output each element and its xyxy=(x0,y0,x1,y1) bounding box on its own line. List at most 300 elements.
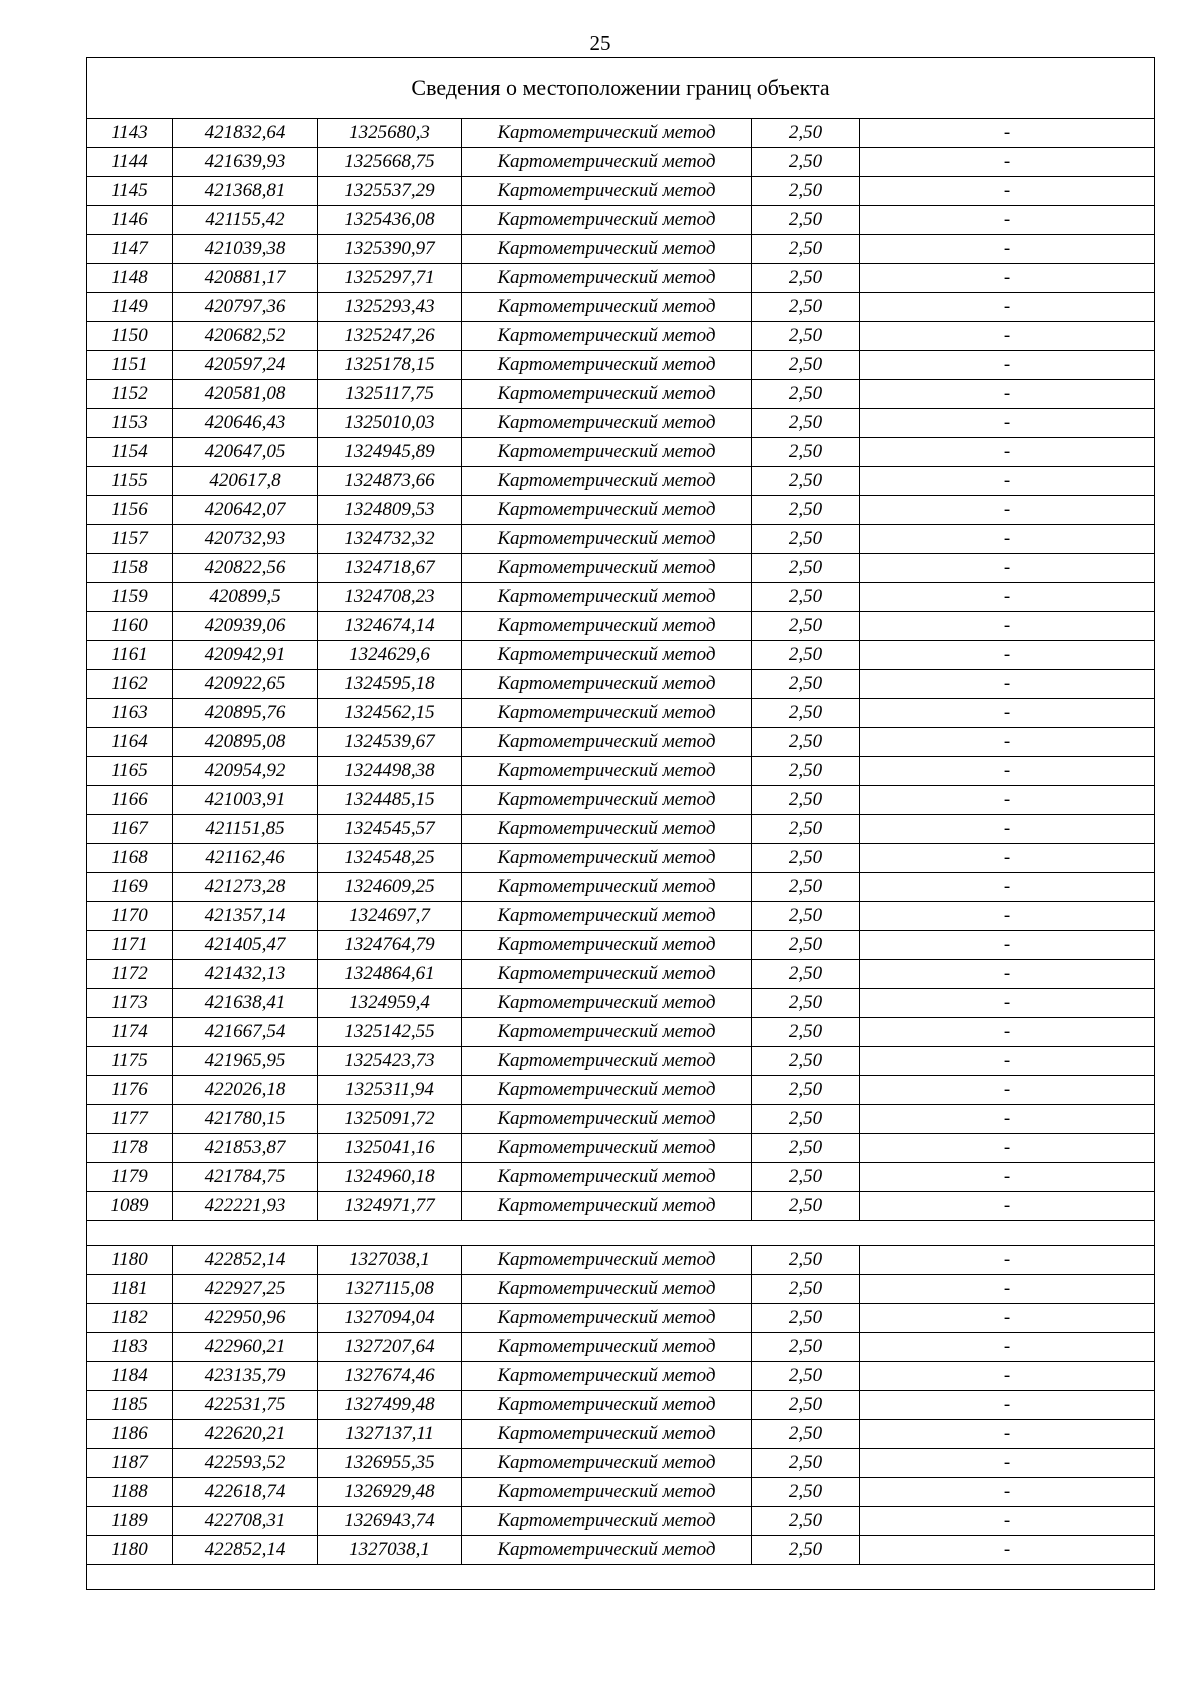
method-cell: Картометрический метод xyxy=(462,1163,752,1192)
point-number-cell: 1163 xyxy=(87,699,173,728)
coordinate-y-cell: 1327094,04 xyxy=(318,1304,462,1333)
description-cell: - xyxy=(860,1478,1155,1507)
coordinate-x-cell: 422708,31 xyxy=(173,1507,318,1536)
method-cell: Картометрический метод xyxy=(462,409,752,438)
accuracy-cell: 2,50 xyxy=(752,1420,860,1449)
description-cell: - xyxy=(860,757,1155,786)
table-row xyxy=(87,1047,1155,1076)
accuracy-cell: 2,50 xyxy=(752,1163,860,1192)
point-number-cell: 1160 xyxy=(87,612,173,641)
description-cell: - xyxy=(860,1507,1155,1536)
coordinate-x-cell: 421162,46 xyxy=(173,844,318,873)
accuracy-cell: 2,50 xyxy=(752,380,860,409)
coordinate-x-cell: 421151,85 xyxy=(173,815,318,844)
point-number-cell: 1089 xyxy=(87,1192,173,1221)
method-cell: Картометрический метод xyxy=(462,757,752,786)
point-number-cell: 1146 xyxy=(87,206,173,235)
coordinate-y-cell: 1326929,48 xyxy=(318,1478,462,1507)
point-number-cell: 1167 xyxy=(87,815,173,844)
accuracy-cell: 2,50 xyxy=(752,1134,860,1163)
point-number-cell: 1154 xyxy=(87,438,173,467)
table-body xyxy=(87,58,1155,1590)
accuracy-cell: 2,50 xyxy=(752,351,860,380)
point-number-cell: 1166 xyxy=(87,786,173,815)
description-cell: - xyxy=(860,612,1155,641)
coordinate-y-cell: 1324809,53 xyxy=(318,496,462,525)
description-cell: - xyxy=(860,989,1155,1018)
coordinate-x-cell: 421832,64 xyxy=(173,119,318,148)
table-row xyxy=(87,902,1155,931)
table-row xyxy=(87,728,1155,757)
table-row xyxy=(87,1449,1155,1478)
point-number-cell: 1148 xyxy=(87,264,173,293)
point-number-cell: 1182 xyxy=(87,1304,173,1333)
coordinate-y-cell: 1327674,46 xyxy=(318,1362,462,1391)
method-cell: Картометрический метод xyxy=(462,873,752,902)
method-cell: Картометрический метод xyxy=(462,1420,752,1449)
description-cell: - xyxy=(860,322,1155,351)
point-number-cell: 1183 xyxy=(87,1333,173,1362)
accuracy-cell: 2,50 xyxy=(752,293,860,322)
method-cell: Картометрический метод xyxy=(462,989,752,1018)
method-cell: Картометрический метод xyxy=(462,1018,752,1047)
coordinate-y-cell: 1324945,89 xyxy=(318,438,462,467)
method-cell: Картометрический метод xyxy=(462,1192,752,1221)
coordinate-x-cell: 421780,15 xyxy=(173,1105,318,1134)
description-cell: - xyxy=(860,1275,1155,1304)
method-cell: Картометрический метод xyxy=(462,206,752,235)
method-cell: Картометрический метод xyxy=(462,496,752,525)
point-number-cell: 1186 xyxy=(87,1420,173,1449)
accuracy-cell: 2,50 xyxy=(752,177,860,206)
point-number-cell: 1174 xyxy=(87,1018,173,1047)
coordinate-y-cell: 1327499,48 xyxy=(318,1391,462,1420)
table-row xyxy=(87,786,1155,815)
accuracy-cell: 2,50 xyxy=(752,1333,860,1362)
description-cell: - xyxy=(860,1304,1155,1333)
method-cell: Картометрический метод xyxy=(462,322,752,351)
coordinate-x-cell: 421965,95 xyxy=(173,1047,318,1076)
coordinate-x-cell: 420939,06 xyxy=(173,612,318,641)
accuracy-cell: 2,50 xyxy=(752,873,860,902)
description-cell: - xyxy=(860,1134,1155,1163)
coordinate-x-cell: 422026,18 xyxy=(173,1076,318,1105)
coordinate-y-cell: 1324629,6 xyxy=(318,641,462,670)
coordinate-y-cell: 1326943,74 xyxy=(318,1507,462,1536)
coordinate-x-cell: 421039,38 xyxy=(173,235,318,264)
method-cell: Картометрический метод xyxy=(462,467,752,496)
table-row xyxy=(87,815,1155,844)
point-number-cell: 1151 xyxy=(87,351,173,380)
table-row xyxy=(87,699,1155,728)
table-row xyxy=(87,1076,1155,1105)
table-row xyxy=(87,264,1155,293)
point-number-cell: 1170 xyxy=(87,902,173,931)
accuracy-cell: 2,50 xyxy=(752,322,860,351)
description-cell: - xyxy=(860,583,1155,612)
coordinate-x-cell: 421155,42 xyxy=(173,206,318,235)
table-row xyxy=(87,148,1155,177)
accuracy-cell: 2,50 xyxy=(752,1018,860,1047)
coordinate-x-cell: 420617,8 xyxy=(173,467,318,496)
description-cell: - xyxy=(860,728,1155,757)
coordinate-x-cell: 422531,75 xyxy=(173,1391,318,1420)
accuracy-cell: 2,50 xyxy=(752,1246,860,1275)
separator-cell xyxy=(87,1565,1155,1590)
coordinate-y-cell: 1327137,11 xyxy=(318,1420,462,1449)
description-cell: - xyxy=(860,1047,1155,1076)
description-cell: - xyxy=(860,931,1155,960)
coordinate-y-cell: 1326955,35 xyxy=(318,1449,462,1478)
coordinate-x-cell: 420822,56 xyxy=(173,554,318,583)
point-number-cell: 1171 xyxy=(87,931,173,960)
table-title: Сведения о местоположении границ объекта xyxy=(87,58,1155,119)
method-cell: Картометрический метод xyxy=(462,1333,752,1362)
description-cell: - xyxy=(860,467,1155,496)
method-cell: Картометрический метод xyxy=(462,438,752,467)
table-row xyxy=(87,641,1155,670)
coordinate-x-cell: 420881,17 xyxy=(173,264,318,293)
accuracy-cell: 2,50 xyxy=(752,525,860,554)
separator-row xyxy=(87,1565,1155,1590)
point-number-cell: 1187 xyxy=(87,1449,173,1478)
coordinate-y-cell: 1327038,1 xyxy=(318,1536,462,1565)
table-row xyxy=(87,1018,1155,1047)
coordinate-x-cell: 422852,14 xyxy=(173,1536,318,1565)
point-number-cell: 1159 xyxy=(87,583,173,612)
point-number-cell: 1173 xyxy=(87,989,173,1018)
accuracy-cell: 2,50 xyxy=(752,844,860,873)
method-cell: Картометрический метод xyxy=(462,1449,752,1478)
method-cell: Картометрический метод xyxy=(462,1105,752,1134)
coordinate-y-cell: 1324864,61 xyxy=(318,960,462,989)
description-cell: - xyxy=(860,1536,1155,1565)
description-cell: - xyxy=(860,554,1155,583)
coordinate-x-cell: 420682,52 xyxy=(173,322,318,351)
accuracy-cell: 2,50 xyxy=(752,583,860,612)
coordinate-y-cell: 1324708,23 xyxy=(318,583,462,612)
point-number-cell: 1149 xyxy=(87,293,173,322)
coordinate-x-cell: 421273,28 xyxy=(173,873,318,902)
coordinate-x-cell: 421003,91 xyxy=(173,786,318,815)
table-row xyxy=(87,844,1155,873)
coordinate-y-cell: 1324732,32 xyxy=(318,525,462,554)
coordinate-y-cell: 1324498,38 xyxy=(318,757,462,786)
method-cell: Картометрический метод xyxy=(462,902,752,931)
accuracy-cell: 2,50 xyxy=(752,235,860,264)
accuracy-cell: 2,50 xyxy=(752,931,860,960)
method-cell: Картометрический метод xyxy=(462,177,752,206)
point-number-cell: 1156 xyxy=(87,496,173,525)
description-cell: - xyxy=(860,1076,1155,1105)
description-cell: - xyxy=(860,670,1155,699)
coordinate-x-cell: 420942,91 xyxy=(173,641,318,670)
method-cell: Картометрический метод xyxy=(462,641,752,670)
coordinate-x-cell: 421357,14 xyxy=(173,902,318,931)
accuracy-cell: 2,50 xyxy=(752,496,860,525)
description-cell: - xyxy=(860,1192,1155,1221)
accuracy-cell: 2,50 xyxy=(752,1536,860,1565)
accuracy-cell: 2,50 xyxy=(752,670,860,699)
coordinate-x-cell: 421784,75 xyxy=(173,1163,318,1192)
method-cell: Картометрический метод xyxy=(462,1536,752,1565)
method-cell: Картометрический метод xyxy=(462,931,752,960)
accuracy-cell: 2,50 xyxy=(752,699,860,728)
coordinate-y-cell: 1324764,79 xyxy=(318,931,462,960)
method-cell: Картометрический метод xyxy=(462,1362,752,1391)
table-row xyxy=(87,177,1155,206)
coordinate-y-cell: 1324539,67 xyxy=(318,728,462,757)
coordinate-y-cell: 1324545,57 xyxy=(318,815,462,844)
table-row xyxy=(87,1163,1155,1192)
table-row xyxy=(87,1333,1155,1362)
coordinate-x-cell: 422927,25 xyxy=(173,1275,318,1304)
method-cell: Картометрический метод xyxy=(462,380,752,409)
description-cell: - xyxy=(860,525,1155,554)
table-row xyxy=(87,438,1155,467)
accuracy-cell: 2,50 xyxy=(752,467,860,496)
coordinate-x-cell: 420642,07 xyxy=(173,496,318,525)
coordinate-x-cell: 420954,92 xyxy=(173,757,318,786)
table-row xyxy=(87,1478,1155,1507)
coordinate-y-cell: 1324485,15 xyxy=(318,786,462,815)
point-number-cell: 1164 xyxy=(87,728,173,757)
description-cell: - xyxy=(860,1420,1155,1449)
table-row xyxy=(87,496,1155,525)
coordinate-y-cell: 1325297,71 xyxy=(318,264,462,293)
coordinate-y-cell: 1325293,43 xyxy=(318,293,462,322)
method-cell: Картометрический метод xyxy=(462,1047,752,1076)
table-row xyxy=(87,873,1155,902)
accuracy-cell: 2,50 xyxy=(752,148,860,177)
table-row xyxy=(87,1362,1155,1391)
table-row xyxy=(87,989,1155,1018)
description-cell: - xyxy=(860,235,1155,264)
point-number-cell: 1155 xyxy=(87,467,173,496)
table-row xyxy=(87,235,1155,264)
accuracy-cell: 2,50 xyxy=(752,264,860,293)
point-number-cell: 1144 xyxy=(87,148,173,177)
accuracy-cell: 2,50 xyxy=(752,960,860,989)
coordinate-x-cell: 420647,05 xyxy=(173,438,318,467)
table-row xyxy=(87,525,1155,554)
table-row xyxy=(87,1391,1155,1420)
description-cell: - xyxy=(860,1362,1155,1391)
table-row xyxy=(87,293,1155,322)
description-cell: - xyxy=(860,438,1155,467)
accuracy-cell: 2,50 xyxy=(752,1478,860,1507)
coordinate-x-cell: 420646,43 xyxy=(173,409,318,438)
point-number-cell: 1152 xyxy=(87,380,173,409)
coordinate-x-cell: 420581,08 xyxy=(173,380,318,409)
method-cell: Картометрический метод xyxy=(462,525,752,554)
point-number-cell: 1180 xyxy=(87,1246,173,1275)
coordinate-y-cell: 1325178,15 xyxy=(318,351,462,380)
description-cell: - xyxy=(860,641,1155,670)
method-cell: Картометрический метод xyxy=(462,670,752,699)
coordinate-y-cell: 1325311,94 xyxy=(318,1076,462,1105)
accuracy-cell: 2,50 xyxy=(752,1076,860,1105)
point-number-cell: 1181 xyxy=(87,1275,173,1304)
boundary-coordinates-table xyxy=(86,57,1155,1590)
coordinate-y-cell: 1324697,7 xyxy=(318,902,462,931)
coordinate-x-cell: 421432,13 xyxy=(173,960,318,989)
method-cell: Картометрический метод xyxy=(462,119,752,148)
coordinate-x-cell: 420895,08 xyxy=(173,728,318,757)
coordinate-y-cell: 1325668,75 xyxy=(318,148,462,177)
description-cell: - xyxy=(860,1018,1155,1047)
coordinate-y-cell: 1324609,25 xyxy=(318,873,462,902)
coordinate-y-cell: 1325117,75 xyxy=(318,380,462,409)
table-row xyxy=(87,931,1155,960)
page-number: 25 xyxy=(589,31,611,55)
table-title-row xyxy=(87,58,1155,119)
table-row xyxy=(87,1246,1155,1275)
method-cell: Картометрический метод xyxy=(462,235,752,264)
coordinate-y-cell: 1327207,64 xyxy=(318,1333,462,1362)
coordinate-x-cell: 421667,54 xyxy=(173,1018,318,1047)
description-cell: - xyxy=(860,873,1155,902)
description-cell: - xyxy=(860,786,1155,815)
coordinate-y-cell: 1325390,97 xyxy=(318,235,462,264)
table-row xyxy=(87,1275,1155,1304)
table-row xyxy=(87,1192,1155,1221)
point-number-cell: 1179 xyxy=(87,1163,173,1192)
method-cell: Картометрический метод xyxy=(462,1507,752,1536)
accuracy-cell: 2,50 xyxy=(752,1047,860,1076)
table-row xyxy=(87,119,1155,148)
point-number-cell: 1158 xyxy=(87,554,173,583)
method-cell: Картометрический метод xyxy=(462,554,752,583)
point-number-cell: 1143 xyxy=(87,119,173,148)
point-number-cell: 1176 xyxy=(87,1076,173,1105)
method-cell: Картометрический метод xyxy=(462,351,752,380)
point-number-cell: 1145 xyxy=(87,177,173,206)
table-row xyxy=(87,583,1155,612)
table-row xyxy=(87,380,1155,409)
accuracy-cell: 2,50 xyxy=(752,409,860,438)
accuracy-cell: 2,50 xyxy=(752,206,860,235)
coordinate-x-cell: 420732,93 xyxy=(173,525,318,554)
description-cell: - xyxy=(860,380,1155,409)
point-number-cell: 1161 xyxy=(87,641,173,670)
coordinate-y-cell: 1324548,25 xyxy=(318,844,462,873)
method-cell: Картометрический метод xyxy=(462,583,752,612)
coordinate-y-cell: 1324971,77 xyxy=(318,1192,462,1221)
description-cell: - xyxy=(860,206,1155,235)
coordinate-x-cell: 422620,21 xyxy=(173,1420,318,1449)
coordinate-x-cell: 421368,81 xyxy=(173,177,318,206)
coordinate-y-cell: 1324959,4 xyxy=(318,989,462,1018)
coordinate-x-cell: 421853,87 xyxy=(173,1134,318,1163)
point-number-cell: 1168 xyxy=(87,844,173,873)
coordinate-x-cell: 422618,74 xyxy=(173,1478,318,1507)
method-cell: Картометрический метод xyxy=(462,786,752,815)
method-cell: Картометрический метод xyxy=(462,960,752,989)
coordinate-y-cell: 1325091,72 xyxy=(318,1105,462,1134)
method-cell: Картометрический метод xyxy=(462,1304,752,1333)
point-number-cell: 1172 xyxy=(87,960,173,989)
accuracy-cell: 2,50 xyxy=(752,641,860,670)
coordinate-y-cell: 1325537,29 xyxy=(318,177,462,206)
method-cell: Картометрический метод xyxy=(462,1076,752,1105)
coordinate-y-cell: 1324562,15 xyxy=(318,699,462,728)
description-cell: - xyxy=(860,496,1155,525)
table-row xyxy=(87,1105,1155,1134)
coordinate-y-cell: 1325680,3 xyxy=(318,119,462,148)
accuracy-cell: 2,50 xyxy=(752,1275,860,1304)
description-cell: - xyxy=(860,119,1155,148)
description-cell: - xyxy=(860,264,1155,293)
coordinate-y-cell: 1327115,08 xyxy=(318,1275,462,1304)
accuracy-cell: 2,50 xyxy=(752,1449,860,1478)
method-cell: Картометрический метод xyxy=(462,612,752,641)
point-number-cell: 1169 xyxy=(87,873,173,902)
method-cell: Картометрический метод xyxy=(462,1134,752,1163)
coordinate-x-cell: 420922,65 xyxy=(173,670,318,699)
point-number-cell: 1157 xyxy=(87,525,173,554)
description-cell: - xyxy=(860,293,1155,322)
table-row xyxy=(87,1507,1155,1536)
method-cell: Картометрический метод xyxy=(462,699,752,728)
description-cell: - xyxy=(860,1391,1155,1420)
table-row xyxy=(87,206,1155,235)
method-cell: Картометрический метод xyxy=(462,1391,752,1420)
coordinate-x-cell: 420797,36 xyxy=(173,293,318,322)
accuracy-cell: 2,50 xyxy=(752,1362,860,1391)
coordinate-x-cell: 422221,93 xyxy=(173,1192,318,1221)
method-cell: Картометрический метод xyxy=(462,844,752,873)
accuracy-cell: 2,50 xyxy=(752,1304,860,1333)
point-number-cell: 1180 xyxy=(87,1536,173,1565)
point-number-cell: 1189 xyxy=(87,1507,173,1536)
description-cell: - xyxy=(860,1246,1155,1275)
point-number-cell: 1150 xyxy=(87,322,173,351)
description-cell: - xyxy=(860,1449,1155,1478)
table-row xyxy=(87,960,1155,989)
coordinate-y-cell: 1324873,66 xyxy=(318,467,462,496)
coordinate-y-cell: 1325436,08 xyxy=(318,206,462,235)
point-number-cell: 1175 xyxy=(87,1047,173,1076)
table-row xyxy=(87,1304,1155,1333)
table-row xyxy=(87,1134,1155,1163)
description-cell: - xyxy=(860,1105,1155,1134)
accuracy-cell: 2,50 xyxy=(752,119,860,148)
coordinate-y-cell: 1325247,26 xyxy=(318,322,462,351)
description-cell: - xyxy=(860,351,1155,380)
point-number-cell: 1162 xyxy=(87,670,173,699)
coordinate-y-cell: 1324674,14 xyxy=(318,612,462,641)
method-cell: Картометрический метод xyxy=(462,815,752,844)
coordinate-y-cell: 1324595,18 xyxy=(318,670,462,699)
table-row xyxy=(87,612,1155,641)
point-number-cell: 1177 xyxy=(87,1105,173,1134)
accuracy-cell: 2,50 xyxy=(752,612,860,641)
coordinate-x-cell: 423135,79 xyxy=(173,1362,318,1391)
coordinate-x-cell: 420899,5 xyxy=(173,583,318,612)
accuracy-cell: 2,50 xyxy=(752,786,860,815)
point-number-cell: 1188 xyxy=(87,1478,173,1507)
coordinate-x-cell: 422852,14 xyxy=(173,1246,318,1275)
method-cell: Картометрический метод xyxy=(462,148,752,177)
method-cell: Картометрический метод xyxy=(462,1478,752,1507)
description-cell: - xyxy=(860,409,1155,438)
point-number-cell: 1165 xyxy=(87,757,173,786)
table-row xyxy=(87,1536,1155,1565)
table-row xyxy=(87,1420,1155,1449)
table-row xyxy=(87,467,1155,496)
coordinate-y-cell: 1325010,03 xyxy=(318,409,462,438)
